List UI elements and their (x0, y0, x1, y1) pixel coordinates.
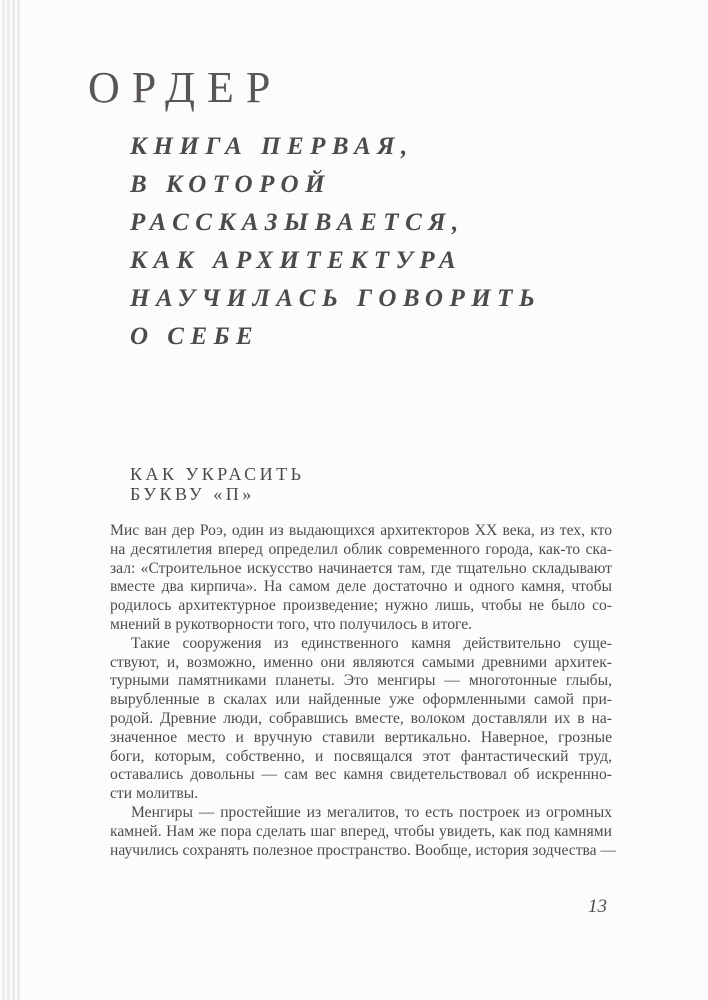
body-line: Такие сооружения из единственного камня действительно суще- (131, 634, 612, 652)
body-text (110, 522, 617, 860)
chapter-subtitle (130, 128, 541, 356)
body-line: родилось архитектурное произведение; нужно лишь, чтобы не было со- (110, 597, 612, 615)
subtitle-line: О СЕБЕ (130, 323, 260, 350)
section-heading (130, 464, 304, 504)
body-line: научились сохранять полезное пространство. Вообще, история зодчества — (110, 841, 617, 859)
body-line: вместе два кирпича». На самом деле достаточно и одного камня, чтобы (110, 578, 612, 596)
subtitle-line: В КОТОРОЙ (130, 171, 332, 198)
subtitle-line: КАК АРХИТЕКТУРА (130, 247, 463, 274)
subtitle-line: РАССКАЗЫВАЕТСЯ, (130, 209, 465, 236)
body-line: мнений в рукотворности того, что получилось в итоге. (110, 615, 473, 633)
body-line: турными памятниками планеты. Это менгиры — многотонные глыбы, (110, 672, 612, 690)
chapter-title: ОРДЕР (88, 63, 283, 112)
body-line: значенное место и вручную ставили вертикально. Наверное, грозные (110, 728, 612, 746)
body-line: вырубленные в скалах или найденные уже оформленными самой при- (110, 691, 612, 709)
page-number: 13 (588, 896, 607, 917)
subtitle-line: НАУЧИЛАСЬ ГОВОРИТЬ (130, 285, 542, 312)
section-heading-line: БУКВУ «П» (130, 484, 255, 504)
body-line: Мис ван дер Роэ, один из выдающихся архитекторов XX века, из тех, кто (110, 522, 612, 539)
body-line: боги, которым, собственно, и посвящался этот фантастический труд, (110, 747, 612, 765)
body-line: камней. Нам же пора сделать шаг вперед, чтобы увидеть, как под камнями (110, 822, 612, 840)
subtitle-line: КНИГА ПЕРВАЯ, (130, 133, 414, 160)
cover-image-texture (0, 0, 20, 1000)
body-line: зал: «Строительное искусство начинается там, где тщательно складывают (110, 559, 612, 577)
body-line: ствуют, и, возможно, именно они являются самыми древними архитек- (110, 653, 612, 671)
section-heading-line: КАК УКРАСИТЬ (130, 464, 305, 484)
body-line: сти молитвы. (110, 785, 199, 803)
body-line: на десятилетия вперед определил облик современного города, как-то ска- (110, 540, 612, 558)
body-line: родой. Древние люди, собравшись вместе, волоком доставляли их в на- (110, 709, 612, 727)
body-line: оставались довольны — сам вес камня свидетельствовал об искреннно- (110, 766, 612, 784)
body-line: Менгиры — простейшие из мегалитов, то есть построек из огромных (131, 803, 612, 821)
